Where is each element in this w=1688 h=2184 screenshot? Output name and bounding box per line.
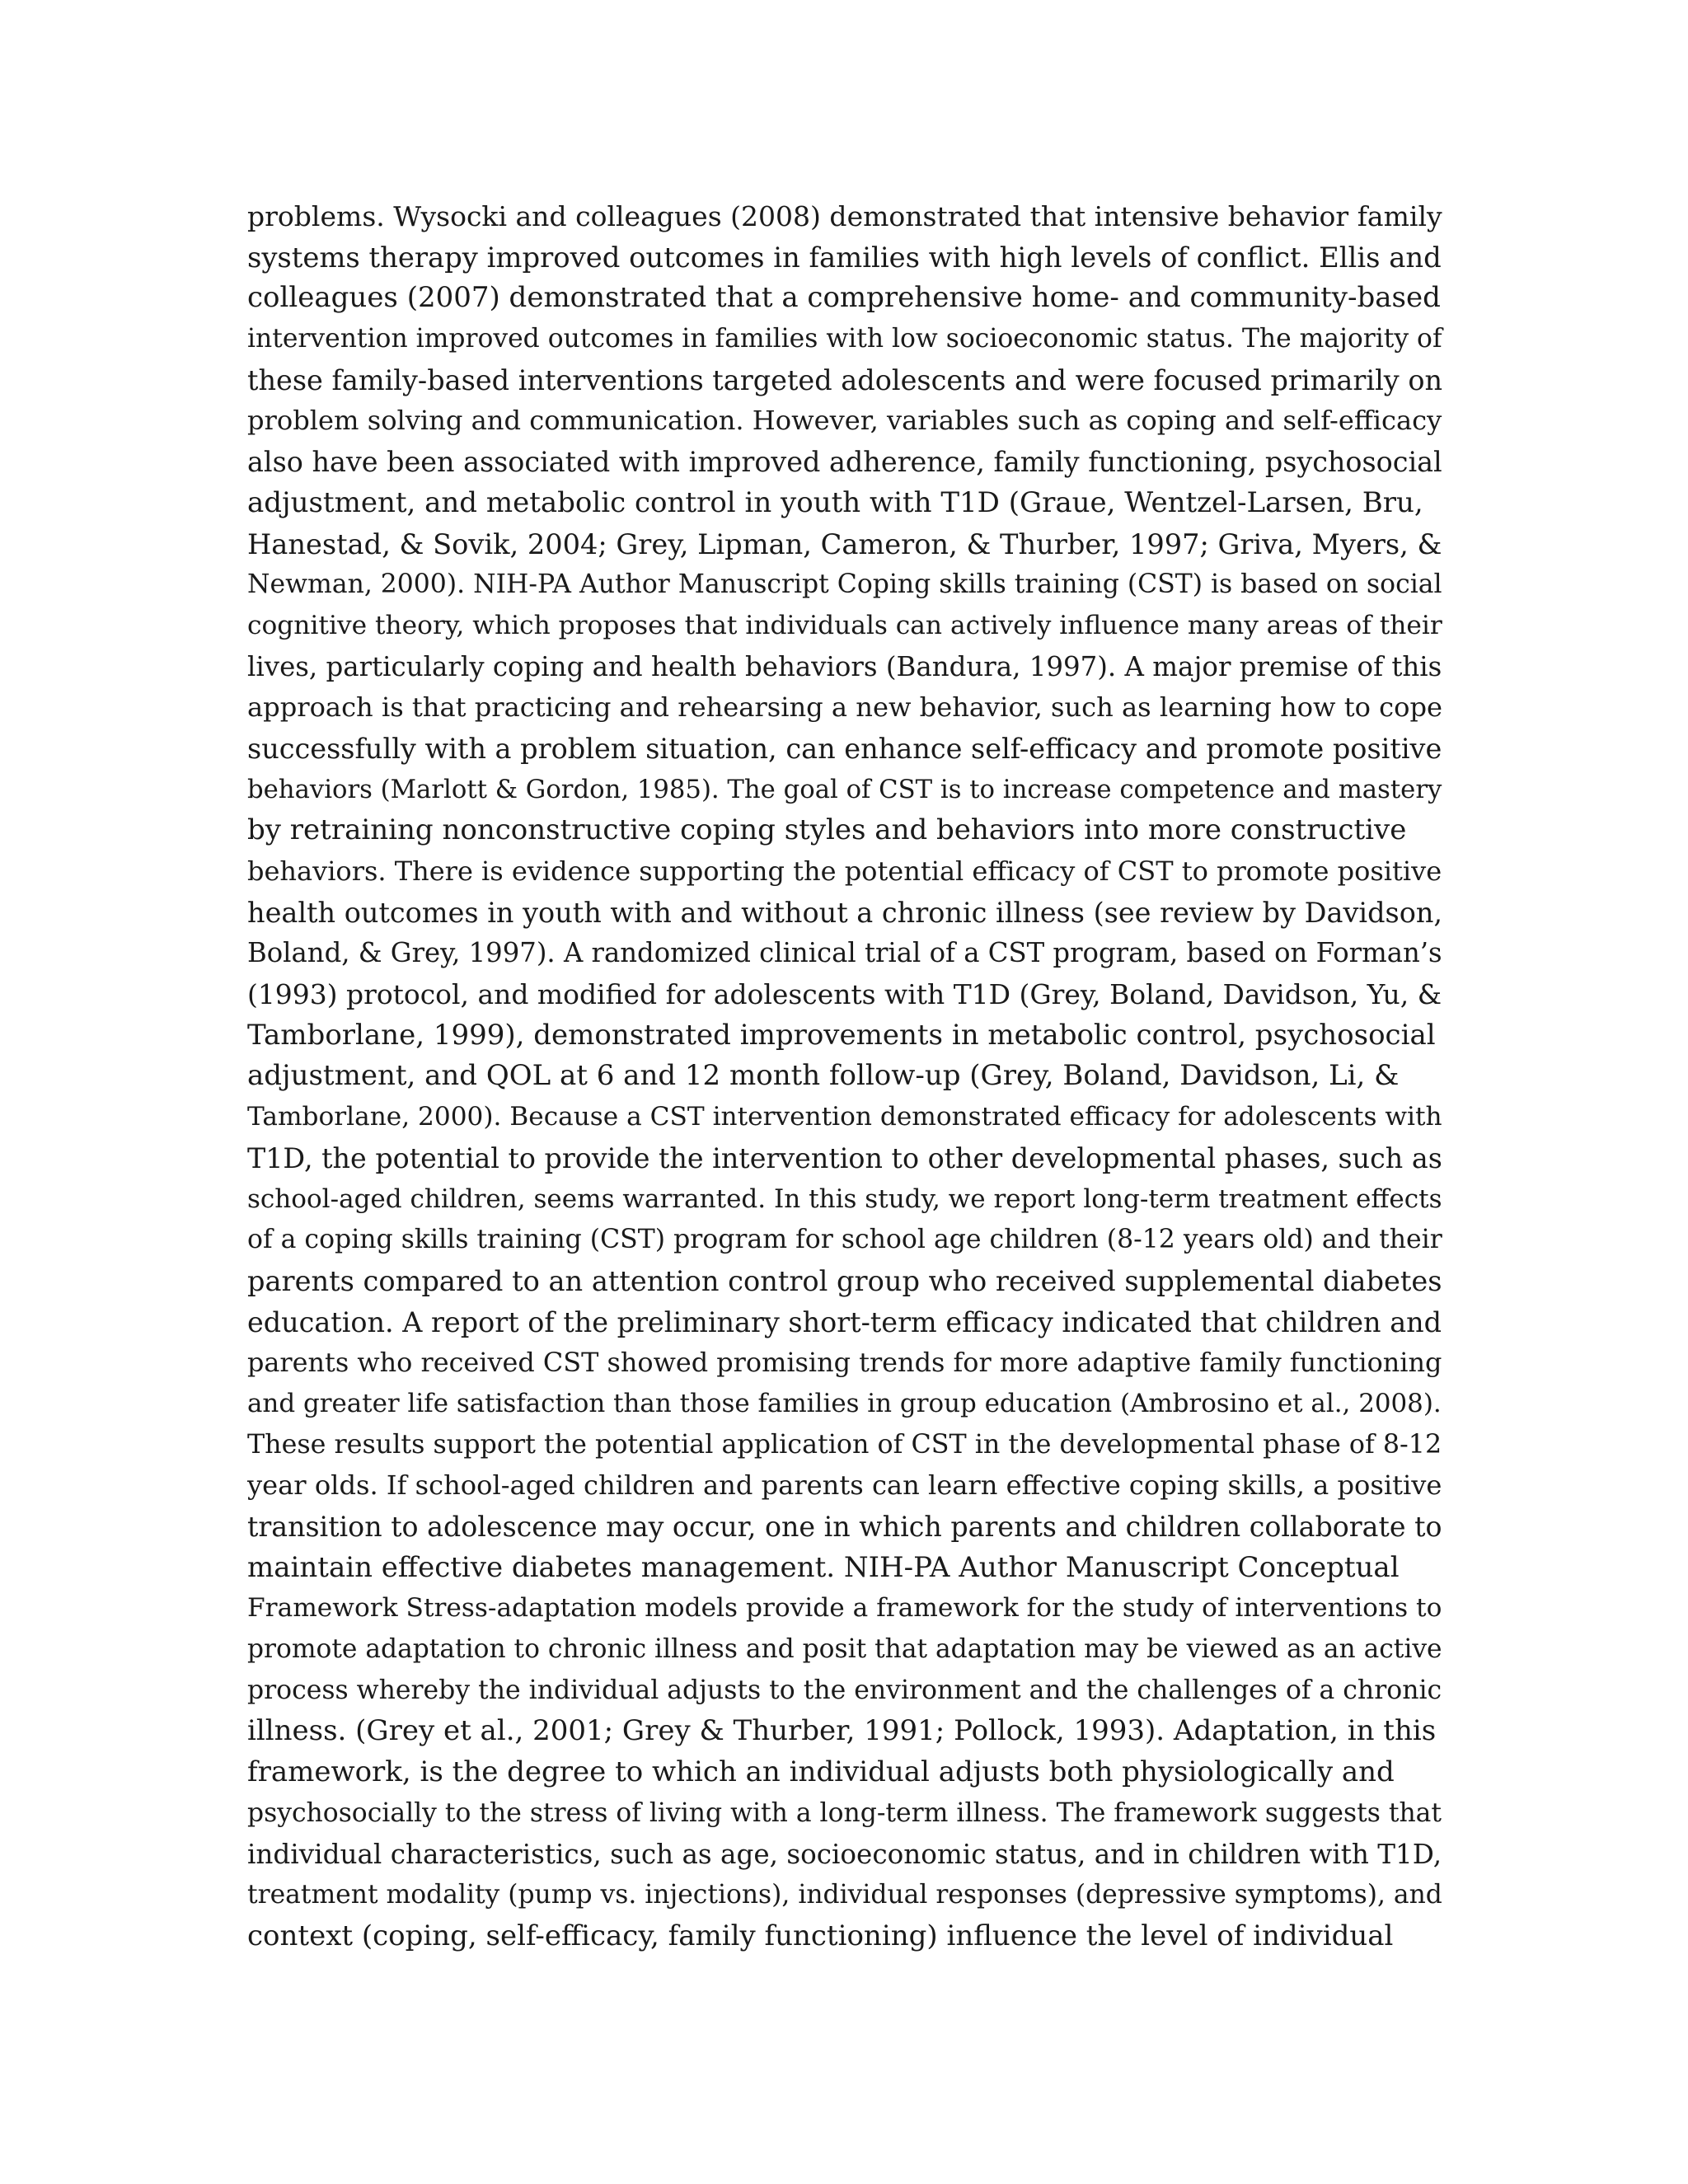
text-line: year olds. If school-aged children and parents can learn effective coping skills, a positive (247, 1469, 1442, 1502)
text-line: process whereby the individual adjusts to the environment and the challenges of a chronic (247, 1675, 1442, 1705)
text-line (247, 1957, 1442, 1999)
text-line: school-aged children, seems warranted. In this study, we report long-term treatment effects (247, 1183, 1442, 1214)
text-line: intervention improved outcomes in families with low socioeconomic status. The majority of (247, 324, 1442, 354)
text-line: successfully with a problem situation, can enhance self-efficacy and promote positive (247, 732, 1442, 765)
text-line: approach is that practicing and rehearsing a new behavior, such as learning how to cope (247, 691, 1443, 724)
text-line: adjustment, and metabolic control in youth with T1D (Graue, Wentzel-Larsen, Bru, (247, 485, 1423, 519)
text-line: by retraining nonconstructive coping styles and behaviors into more constructive (247, 813, 1407, 847)
text-line: Tamborlane, 1999), demonstrated improvements in metabolic control, psychosocial (247, 1018, 1436, 1052)
text-line: Boland, & Grey, 1997). A randomized clinical trial of a CST program, based on Forman’s (247, 937, 1442, 969)
text-line: cognitive theory, which proposes that individuals can actively influence many areas of their (247, 610, 1442, 640)
text-line: behaviors. There is evidence supporting the potential efficacy of CST to promote positive (247, 855, 1442, 887)
text-line: context (coping, self-efficacy, family functioning) influence the level of individual (247, 1919, 1394, 1952)
text-line: Newman, 2000). NIH-PA Author Manuscript Coping skills training (CST) is based on social (247, 569, 1442, 600)
text-line: promote adaptation to chronic illness and posit that adaptation may be viewed as an active (247, 1634, 1442, 1665)
text-line: adjustment, and QOL at 6 and 12 month follow-up (Grey, Boland, Davidson, Li, & (247, 1059, 1400, 1093)
text-line: and greater life satisfaction than those families in group education (Ambrosino et al., 2008). (247, 1388, 1442, 1418)
text-line: problems. Wysocki and colleagues (2008) demonstrated that intensive behavior family (247, 200, 1442, 232)
text-line: These results support the potential application of CST in the developmental phase of 8-12 (247, 1429, 1442, 1460)
text-line: colleagues (2007) demonstrated that a comprehensive home- and community-based (247, 281, 1441, 315)
text-line: treatment modality (pump vs. injections), individual responses (depressive symptoms), and (247, 1880, 1442, 1910)
text-line: transition to adolescence may occur, one in which parents and children collaborate to (247, 1511, 1442, 1543)
text-line: (1993) protocol, and modified for adolescents with T1D (Grey, Boland, Davidson, Yu, & (247, 978, 1442, 1011)
text-line: lives, particularly coping and health behaviors (Bandura, 1997). A major premise of this (247, 650, 1442, 682)
text-line: health outcomes in youth with and without a chronic illness (see review by Davidson, (247, 896, 1443, 929)
text-line: parents compared to an attention control group who received supplemental diabetes (247, 1264, 1442, 1297)
text-line: education. A report of the preliminary short-term efficacy indicated that children and (247, 1305, 1442, 1338)
text-line: also have been associated with improved adherence, family functioning, psychosocial (247, 446, 1442, 479)
text-line: psychosocially to the stress of living with a long-term illness. The framework suggests that (247, 1797, 1442, 1828)
text-line: problem solving and communication. However, variables such as coping and self-efficacy (247, 405, 1442, 437)
text-line: of a coping skills training (CST) program for school age children (8-12 years old) and their (247, 1225, 1442, 1255)
text-line: parents who received CST showed promising trends for more adaptive family functioning (247, 1347, 1442, 1379)
body-text (247, 196, 1442, 1998)
text-line: framework, is the degree to which an individual adjusts both physiologically and (247, 1755, 1395, 1789)
text-line: maintain effective diabetes management. NIH-PA Author Manuscript Conceptual (247, 1550, 1400, 1584)
text-line: Framework Stress-adaptation models provide a framework for the study of interventions to (247, 1593, 1442, 1624)
text-line: illness. (Grey et al., 2001; Grey & Thurber, 1991; Pollock, 1993). Adaptation, in this (247, 1714, 1437, 1748)
text-line: behaviors (Marlott & Gordon, 1985). The goal of CST is to increase competence and mastery (247, 775, 1442, 804)
text-line: these family-based interventions targeted adolescents and were focused primarily on (247, 363, 1443, 396)
text-line: Tamborlane, 2000). Because a CST intervention demonstrated efficacy for adolescents with (247, 1102, 1442, 1132)
text-line: T1D, the potential to provide the intervention to other developmental phases, such as (247, 1141, 1442, 1174)
text-line: individual characteristics, such as age, socioeconomic status, and in children with T1D, (247, 1838, 1442, 1870)
text-line: Hanestad, & Sovik, 2004; Grey, Lipman, Cameron, & Thurber, 1997; Griva, Myers, & (247, 527, 1442, 560)
text-line: systems therapy improved outcomes in families with high levels of conflict. Ellis and (247, 241, 1442, 274)
